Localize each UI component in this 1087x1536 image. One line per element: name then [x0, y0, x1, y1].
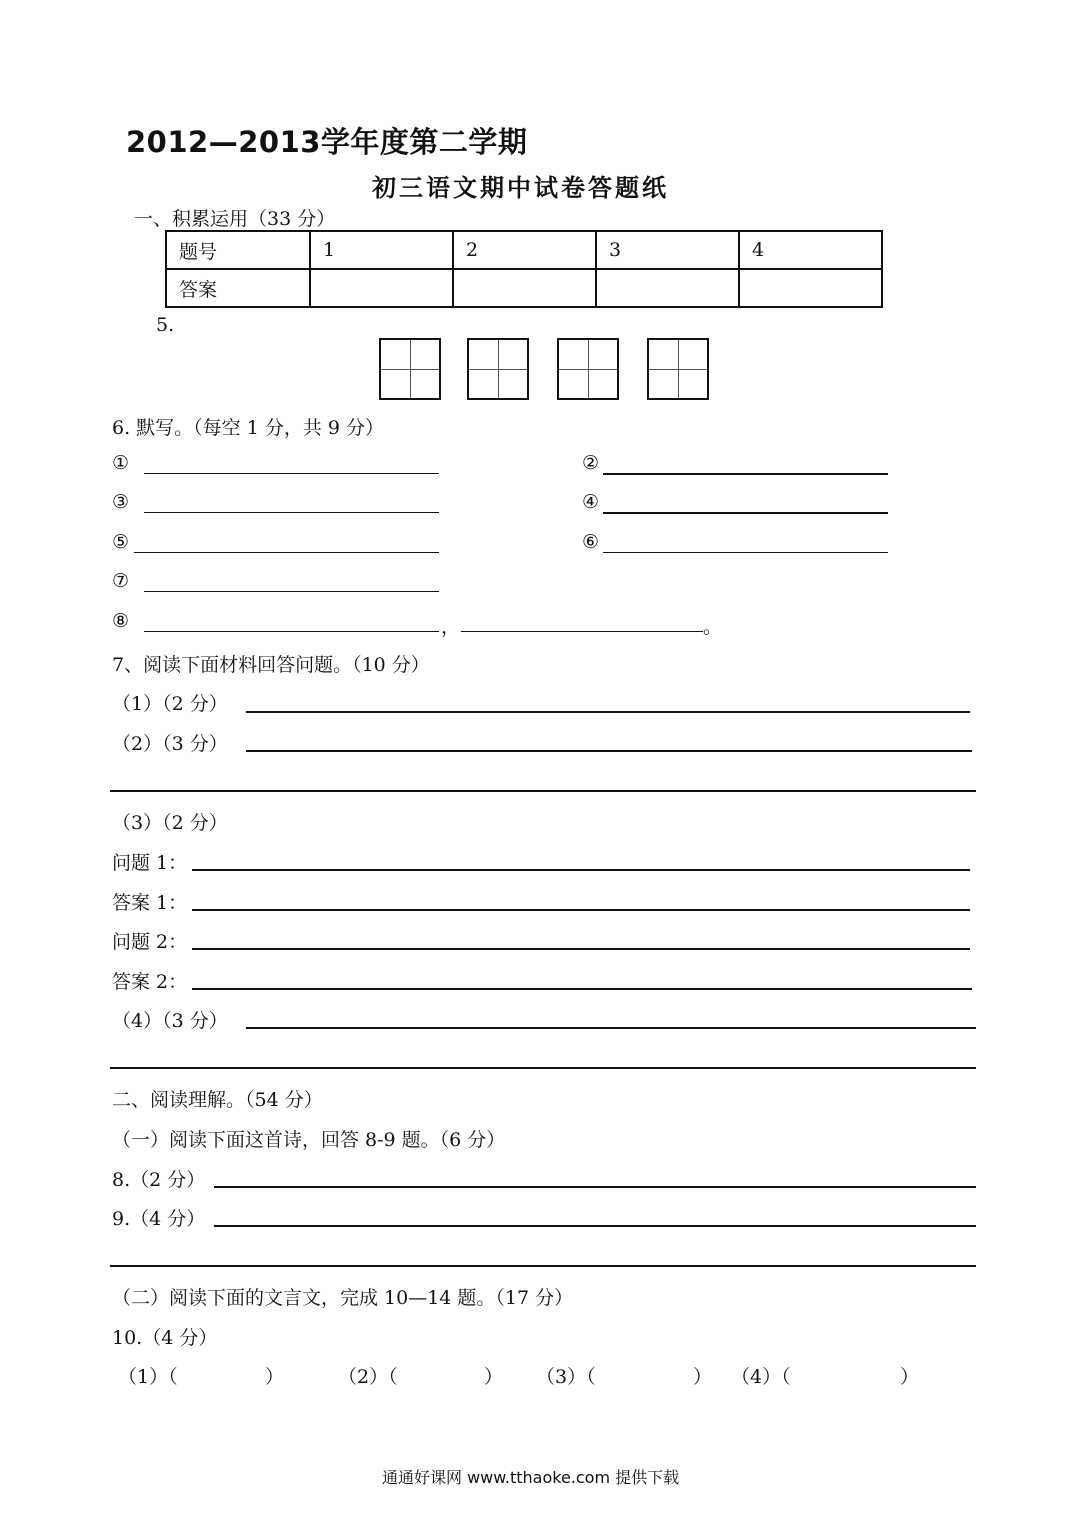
blank-marker-4: ④: [582, 491, 600, 513]
char-box-3[interactable]: [557, 338, 619, 400]
q10-item4-open: （4）（: [731, 1366, 791, 1388]
q6-label: 6. 默写。（每空 1 分，共 9 分）: [112, 417, 385, 439]
blank-line-1[interactable]: [144, 473, 439, 474]
q7-part4: （4）（3 分）: [112, 1010, 228, 1032]
blank-marker-2: ②: [582, 452, 600, 474]
q7-part3: （3）（2 分）: [112, 812, 228, 834]
period: 。: [703, 616, 723, 638]
section2-part1: （一）阅读下面这首诗，回答 8-9 题。（6 分）: [112, 1129, 506, 1151]
table-cell: 4: [739, 231, 882, 269]
q8-line[interactable]: [214, 1186, 976, 1188]
section2-part2: （二）阅读下面的文言文，完成 10—14 题。（17 分）: [112, 1287, 574, 1309]
blank-marker-8: ⑧: [112, 610, 130, 632]
answer-cell-3[interactable]: [596, 269, 739, 307]
q7-part1-line[interactable]: [246, 711, 970, 713]
section2-heading: 二、阅读理解。（54 分）: [112, 1089, 323, 1111]
blank-marker-1: ①: [112, 452, 130, 474]
q10-item3-close: ）: [693, 1366, 713, 1388]
table-row: [166, 231, 882, 269]
blank-marker-5: ⑤: [112, 531, 130, 553]
answer-cell-1[interactable]: [310, 269, 453, 307]
answer2-line[interactable]: [192, 988, 972, 990]
q7-part4-line[interactable]: [246, 1027, 976, 1029]
char-box-2[interactable]: [467, 338, 529, 400]
blank-line-6[interactable]: [603, 552, 888, 553]
answer2-label: 答案 2：: [112, 971, 188, 993]
answer-cell-2[interactable]: [453, 269, 596, 307]
q5-label: 5.: [156, 314, 175, 336]
blank-line-8b[interactable]: [461, 631, 703, 632]
answer1-label: 答案 1：: [112, 892, 188, 914]
q9-line2[interactable]: [110, 1265, 976, 1267]
blank-marker-6: ⑥: [582, 531, 600, 553]
table-cell: 答案: [166, 269, 310, 307]
question2-line[interactable]: [192, 948, 970, 950]
blank-line-7[interactable]: [144, 591, 439, 592]
q7-part2: （2）（3 分）: [112, 733, 228, 755]
table-cell: 3: [596, 231, 739, 269]
blank-line-5[interactable]: [134, 552, 439, 553]
q9-label: 9.（4 分）: [112, 1208, 206, 1230]
table-cell: 题号: [166, 231, 310, 269]
blank-line-2[interactable]: [603, 473, 888, 475]
q10-item4-close: ）: [900, 1366, 920, 1388]
q10-item1-close: ）: [265, 1366, 285, 1388]
q7-part1: （1）（2 分）: [112, 693, 228, 715]
char-box-1[interactable]: [379, 338, 441, 400]
q10-item2-open: （2）（: [338, 1366, 398, 1388]
q10-label: 10.（4 分）: [112, 1327, 218, 1349]
answer-cell-4[interactable]: [739, 269, 882, 307]
q7-part2-line2[interactable]: [110, 790, 976, 792]
exam-title-line1: 2012—2013学年度第二学期: [126, 125, 528, 159]
question1-label: 问题 1：: [112, 852, 188, 874]
char-box-4[interactable]: [647, 338, 709, 400]
blank-line-3[interactable]: [144, 512, 439, 513]
q9-line[interactable]: [214, 1225, 976, 1227]
section1-heading: 一、积累运用（33 分）: [134, 208, 336, 230]
table-row: [166, 269, 882, 307]
q10-item3-open: （3）（: [536, 1366, 596, 1388]
question1-line[interactable]: [192, 869, 970, 871]
exam-title-line2: 初三语文期中试卷答题纸: [372, 174, 669, 202]
answer1-line[interactable]: [192, 909, 970, 911]
answer-table: [165, 230, 883, 308]
blank-marker-3: ③: [112, 491, 130, 513]
q7-part2-line[interactable]: [246, 750, 972, 752]
table-cell: 1: [310, 231, 453, 269]
q10-item2-close: ）: [484, 1366, 504, 1388]
question2-label: 问题 2：: [112, 931, 188, 953]
table-cell: 2: [453, 231, 596, 269]
comma: ，: [441, 616, 461, 638]
q10-item1-open: （1）（: [118, 1366, 178, 1388]
q7-label: 7、阅读下面材料回答问题。（10 分）: [112, 654, 430, 676]
footer-text: 通通好课网 www.tthaoke.com 提供下载: [382, 1468, 680, 1487]
blank-marker-7: ⑦: [112, 570, 130, 592]
q8-label: 8.（2 分）: [112, 1169, 206, 1191]
blank-line-4[interactable]: [603, 512, 888, 514]
q7-part4-line2[interactable]: [110, 1067, 976, 1069]
blank-line-8a[interactable]: [144, 631, 439, 632]
